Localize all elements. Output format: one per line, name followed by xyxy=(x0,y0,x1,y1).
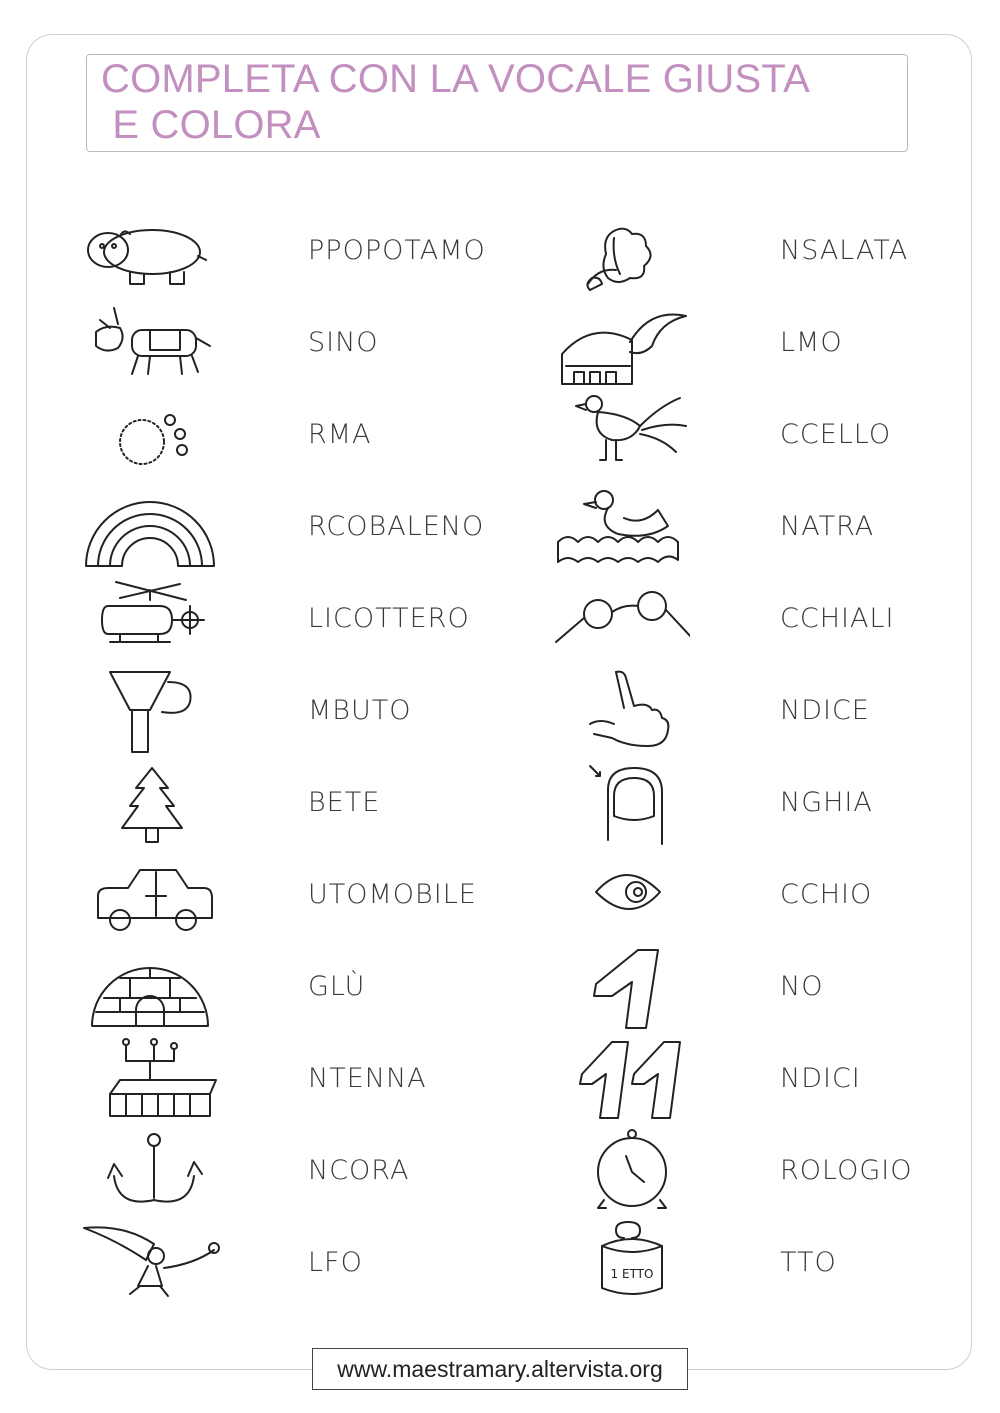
index-finger-icon xyxy=(550,668,690,760)
word-label: SINO xyxy=(308,327,379,358)
list-item xyxy=(550,208,970,300)
helmet-icon xyxy=(550,300,690,392)
elf-icon xyxy=(80,1220,220,1312)
word-label: CCHIO xyxy=(780,879,873,910)
list-item xyxy=(550,944,970,1036)
list-item xyxy=(550,668,970,760)
list-item xyxy=(80,944,520,1036)
title-line-1: COMPLETA CON LA VOCALE GIUSTA xyxy=(101,57,810,101)
word-label: NSALATA xyxy=(780,235,909,266)
funnel-icon xyxy=(80,668,220,760)
donkey-icon xyxy=(80,300,220,392)
list-item xyxy=(80,208,520,300)
word-label: NATRA xyxy=(780,511,875,542)
word-label: CCELLO xyxy=(780,419,892,450)
word-label: NTENNA xyxy=(308,1063,427,1094)
anchor-icon xyxy=(80,1128,220,1220)
rainbow-icon xyxy=(80,484,220,576)
bird-icon xyxy=(550,392,690,484)
word-label: GLÙ xyxy=(308,971,366,1002)
word-label: LFO xyxy=(308,1247,363,1278)
word-label: TTO xyxy=(780,1247,837,1278)
word-label: RMA xyxy=(308,419,372,450)
word-label: BETE xyxy=(308,787,381,818)
list-item xyxy=(80,300,520,392)
list-item xyxy=(80,668,520,760)
word-label: NDICI xyxy=(780,1063,861,1094)
word-label: NCORA xyxy=(308,1155,410,1186)
number-one-icon xyxy=(550,944,690,1036)
weight-label: 1 ETTO xyxy=(610,1267,654,1281)
title-line-2: E COLORA xyxy=(101,103,321,147)
car-icon xyxy=(80,852,220,944)
duck-icon xyxy=(550,484,690,576)
list-item xyxy=(550,1036,970,1128)
word-label: ROLOGIO xyxy=(780,1155,913,1186)
weight-icon xyxy=(550,1220,690,1312)
list-item xyxy=(550,1220,970,1312)
list-item xyxy=(80,760,520,852)
antenna-icon xyxy=(80,1036,220,1128)
list-item xyxy=(550,392,970,484)
fir-tree-icon xyxy=(80,760,220,852)
list-item xyxy=(80,1220,520,1312)
website-footer[interactable]: www.maestramary.altervista.org xyxy=(312,1348,688,1390)
hippo-icon xyxy=(80,208,220,300)
fingernail-icon xyxy=(550,760,690,852)
list-item xyxy=(80,852,520,944)
salad-icon xyxy=(550,208,690,300)
list-item xyxy=(550,576,970,668)
number-eleven-icon xyxy=(550,1036,690,1128)
word-label: MBUTO xyxy=(308,695,412,726)
word-label: UTOMOBILE xyxy=(308,879,477,910)
helicopter-icon xyxy=(80,576,220,668)
word-label: NGHIA xyxy=(780,787,873,818)
list-item xyxy=(550,300,970,392)
word-label: LICOTTERO xyxy=(308,603,470,634)
list-item xyxy=(550,760,970,852)
list-item xyxy=(80,392,520,484)
title-box xyxy=(86,54,908,152)
word-label: NO xyxy=(780,971,824,1002)
list-item xyxy=(80,484,520,576)
word-label: NDICE xyxy=(780,695,870,726)
list-item xyxy=(550,852,970,944)
glasses-icon xyxy=(550,576,690,668)
list-item xyxy=(80,576,520,668)
word-label: PPOPOTAMO xyxy=(308,235,486,266)
eye-icon xyxy=(550,852,690,944)
list-item xyxy=(80,1128,520,1220)
word-label: LMO xyxy=(780,327,843,358)
list-item xyxy=(550,1128,970,1220)
clock-icon xyxy=(550,1128,690,1220)
igloo-icon xyxy=(80,944,220,1036)
list-item xyxy=(80,1036,520,1128)
word-label: RCOBALENO xyxy=(308,511,485,542)
list-item xyxy=(550,484,970,576)
footprint-icon xyxy=(80,392,220,484)
word-label: CCHIALI xyxy=(780,603,895,634)
